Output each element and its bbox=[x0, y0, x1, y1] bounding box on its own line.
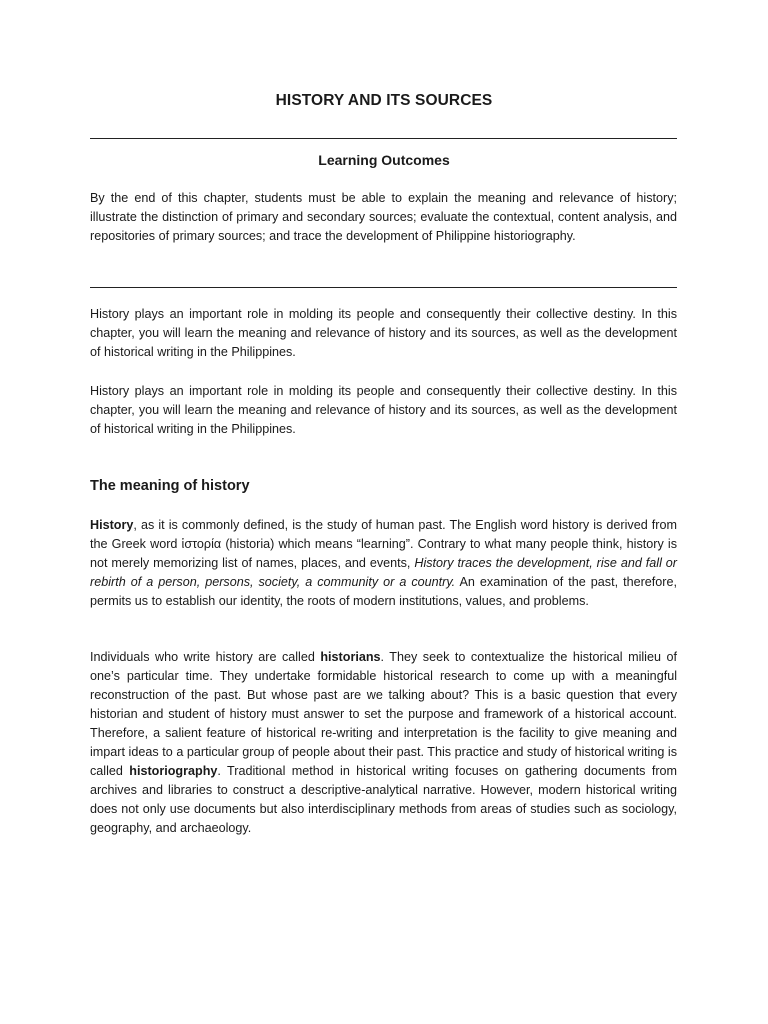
divider-bottom bbox=[90, 287, 677, 288]
learning-outcomes-heading: Learning Outcomes bbox=[318, 152, 450, 168]
learning-outcomes-text: By the end of this chapter, students must be able to explain the meaning and relevance of history; illustrate the distinction of primary and secondary sources; evaluate the contextual, content analysis, and repositories of primary sources; and trace the development of Philippine historiography. bbox=[90, 191, 677, 243]
paragraph-text: . Traditional method in historical writing focuses on gathering documents from archives and libraries to construct a descriptive-analytical narrative. However, modern historical writing does not only use documents but also interdisciplinary methods from areas of studies such as sociology, geography, and archaeology. bbox=[90, 764, 678, 835]
intro-paragraph: History plays an important role in molding its people and consequently their collective destiny. In this chapter, you will learn the meaning and relevance of history and its sources, as well as the development of historical writing in the Philippines. bbox=[90, 384, 677, 436]
section-heading: The meaning of history bbox=[90, 478, 250, 494]
term-history: History bbox=[90, 518, 134, 532]
divider-top bbox=[90, 138, 677, 139]
historians-paragraph bbox=[90, 648, 677, 838]
page-title: HISTORY AND ITS SOURCES bbox=[275, 92, 493, 109]
intro-paragraph: History plays an important role in molding its people and consequently their collective destiny. In this chapter, you will learn the meaning and relevance of history and its sources, as well as the development of historical writing in the Philippines. bbox=[90, 307, 677, 359]
paragraph-text: . They seek to contextualize the historical milieu of one’s particular time. They undertake formidable historical research to come up with a meaningful reconstruction of the past. But whose past are we talking about? This is a basic question that every historian and student of history must answer to set the purpose and framework of a historical account. Therefore, a salient feature of historical re-writing and interpretation is the facility to give meaning and impart ideas to a particular group of people about their past. This practice and study of historical writing is called bbox=[90, 650, 677, 778]
italic-definition: History traces the development, rise and fall or rebirth of a person, persons, society, a community or a country. bbox=[90, 556, 677, 589]
paragraph-text: , as it is commonly defined, is the study of human past. The English word history is derived from the Greek word ἱστορία (historia) which means “learning”. Contrary to what many people think, history is not merely memorizing list of names, places, and events, bbox=[90, 518, 677, 570]
term-historiography: historiography bbox=[129, 764, 218, 778]
paragraph-text: Individuals who write history are called bbox=[90, 650, 321, 664]
term-historians: historians bbox=[320, 650, 381, 664]
paragraph-text: An examination of the past, therefore, permits us to establish our identity, the roots of modern institutions, values, and problems. bbox=[90, 575, 677, 608]
history-definition-paragraph bbox=[90, 516, 677, 611]
